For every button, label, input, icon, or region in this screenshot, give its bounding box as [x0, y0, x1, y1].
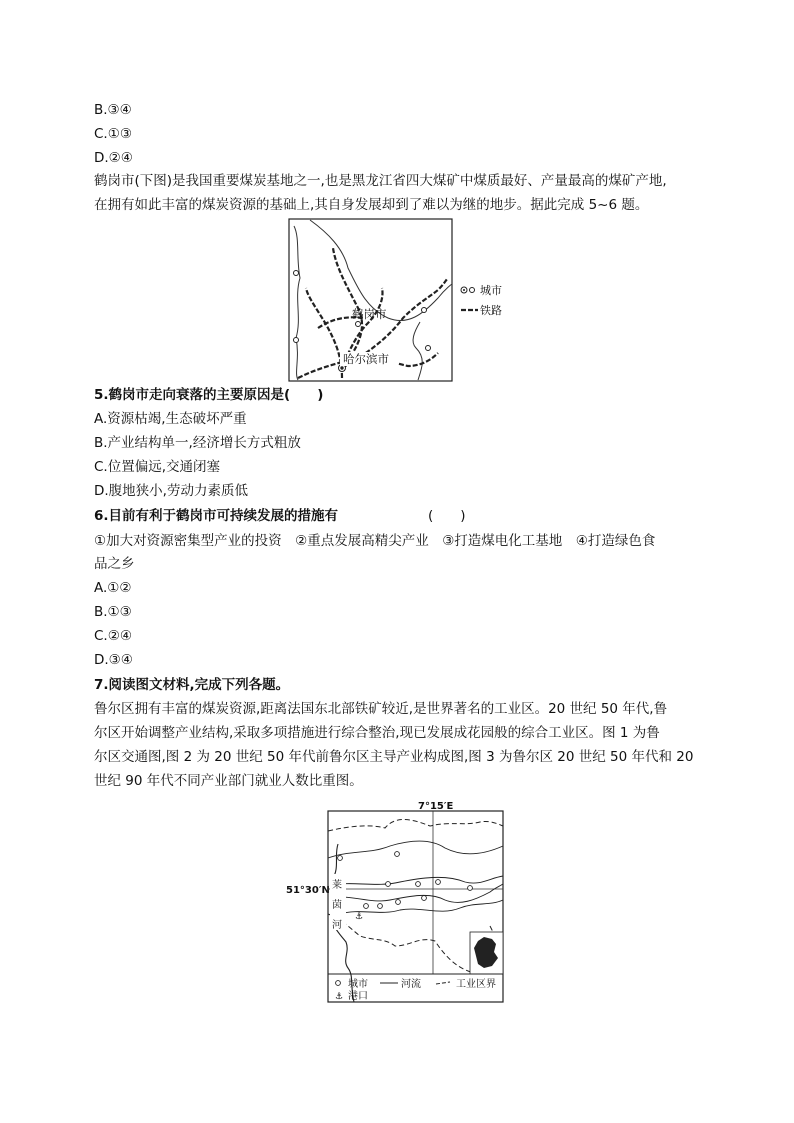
legend-boundary-icon	[436, 982, 450, 984]
longitude-label: 7°15′E	[418, 801, 454, 812]
q7-passage-line3: 尔区交通图,图 2 为 20 世纪 50 年代前鲁尔区主导产业构成图,图 3 为鲁尔区 20 世纪 50 年代和 20	[94, 749, 694, 765]
passage-hegang-line2: 在拥有如此丰富的煤炭资源的基础上,其自身发展却到了难以为继的地步。据此完成 5~6 题。	[94, 197, 649, 213]
q6-stem: 6.目前有利于鹤岗市可持续发展的措施有	[94, 508, 339, 524]
latitude-label: 51°30′N	[286, 885, 330, 896]
legend-city-label: 城市	[480, 284, 502, 297]
q7-passage-line4: 世纪 90 年代不同产业部门就业人数比重图。	[94, 773, 363, 789]
q6-stem-paren: ( )	[428, 508, 466, 524]
q6-option-b: B.①③	[94, 604, 132, 620]
q6-option-a: A.①②	[94, 580, 132, 596]
legend-port-icon: ⚓	[335, 992, 344, 1002]
harbin-city-label: 哈尔滨市	[343, 352, 389, 366]
q5-option-c: C.位置偏远,交通闭塞	[94, 459, 221, 475]
q6-option-d: D.③④	[94, 652, 133, 668]
ruhr-map-cities	[338, 852, 473, 909]
rhine-label-2: 茵	[332, 900, 342, 911]
passage-hegang-line1: 鹤岗市(下图)是我国重要煤炭基地之一,也是黑龙江省四大煤矿中煤质最好、产量最高的煤矿产地,	[94, 173, 667, 189]
hegang-city-label: 鹤岗市	[352, 307, 387, 321]
q4-option-d: D.②④	[94, 150, 133, 166]
q5-stem: 5.鹤岗市走向衰落的主要原因是( )	[94, 387, 324, 403]
q4-option-c: C.①③	[94, 126, 132, 142]
rhine-label-3: 河	[332, 920, 342, 931]
legend-city-icon-inner	[463, 289, 465, 291]
hegang-map	[288, 218, 518, 384]
hegang-map-river	[413, 322, 422, 380]
legend-boundary-label: 工业区界	[456, 979, 496, 990]
rhine-label-1: 莱	[332, 880, 342, 891]
q6-items-line1: ①加大对资源密集型产业的投资 ②重点发展高精尖产业 ③打造煤电化工基地 ④打造绿色食	[94, 533, 656, 549]
q7-passage-line1: 鲁尔区拥有丰富的煤炭资源,距离法国东北部铁矿较近,是世界著名的工业区。20 世纪 50 年代,鲁	[94, 701, 668, 717]
q7-passage-line2: 尔区开始调整产业结构,采取多项措施进行综合整治,现已发展成花园般的综合工业区。图 1 为鲁	[94, 725, 660, 741]
q5-option-d: D.腹地狭小,劳动力素质低	[94, 483, 248, 499]
legend-city-label: 城市	[348, 979, 368, 990]
ruhr-map	[280, 796, 510, 1006]
q7-stem: 7.阅读图文材料,完成下列各题。	[94, 677, 290, 693]
legend-city-icon	[336, 981, 341, 986]
q6-items-line2: 品之乡	[94, 556, 135, 572]
legend-port-label: 港口	[348, 991, 368, 1002]
q5-option-b: B.产业结构单一,经济增长方式粗放	[94, 435, 301, 451]
ruhr-map-rivers	[328, 841, 503, 914]
q6-option-c: C.②④	[94, 628, 132, 644]
port-icon: ⚓	[355, 912, 364, 922]
legend-railway-label: 铁路	[480, 304, 502, 317]
legend-river-label: 河流	[401, 979, 421, 990]
q4-option-b: B.③④	[94, 102, 132, 118]
legend-city-icon-2	[470, 288, 475, 293]
q5-option-a: A.资源枯竭,生态破坏严重	[94, 411, 247, 427]
